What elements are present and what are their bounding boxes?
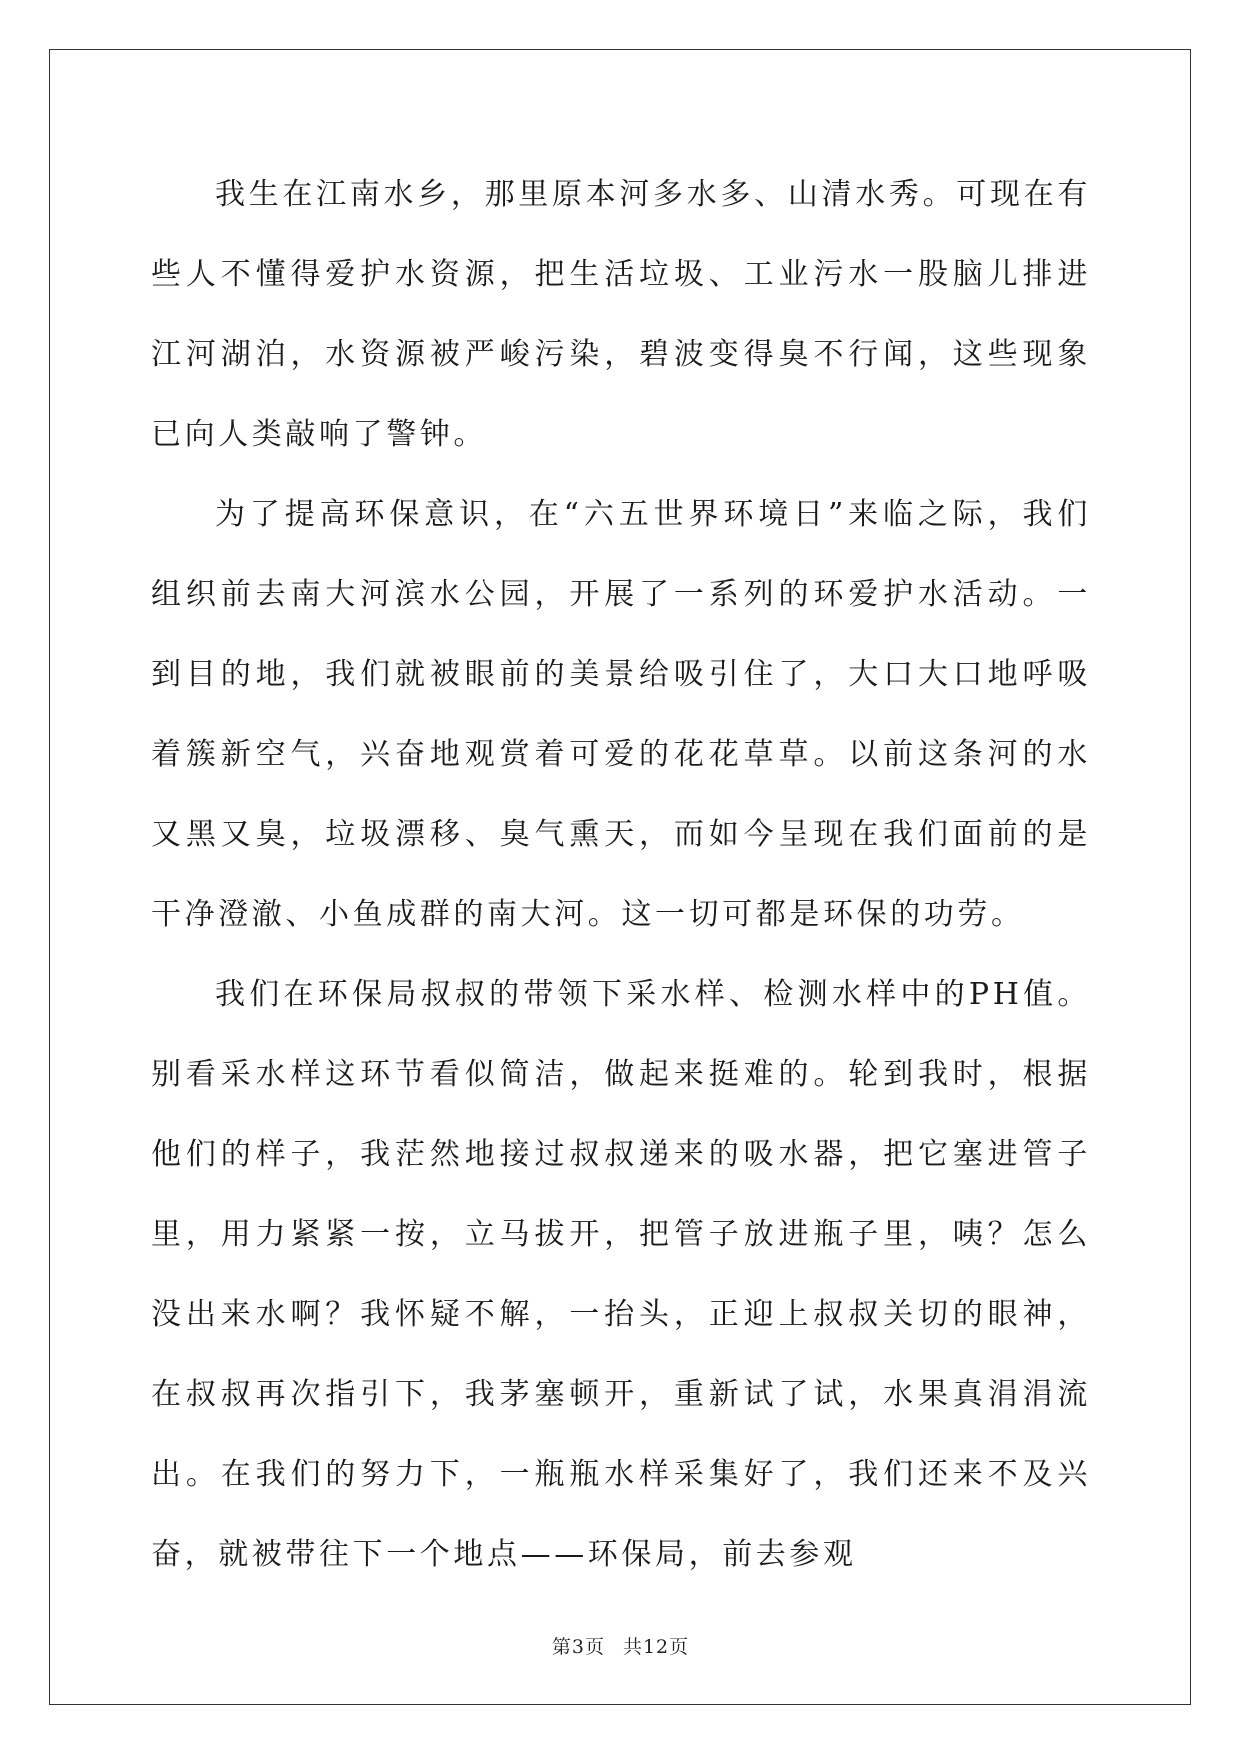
page-number: 第3页 xyxy=(551,1636,605,1658)
paragraph-1: 我生在江南水乡，那里原本河多水多、山清水秀。可现在有些人不懂得爱护水资源，把生活垃圾、工业污水一股脑儿排进江河湖泊，水资源被严峻污染，碧波变得臭不行闻，这些现象已向人类敲响了警钟。 xyxy=(151,177,1091,452)
paragraph-2: 为了提高环保意识，在“六五世界环境日”来临之际，我们组织前去南大河滨水公园，开展了一系列的环爱护水活动。一到目的地，我们就被眼前的美景给吸引住了，大口大口地呼吸着簇新空气，兴奋地观赏着可爱的花花草草。以前这条河的水又黑又臭，垃圾漂移、臭气熏天，而如今呈现在我们面前的是干净澄澈、小鱼成群的南大河。这一切可都是环保的功劳。 xyxy=(151,497,1091,932)
document-body xyxy=(151,155,1091,1595)
page-total: 共12页 xyxy=(622,1636,690,1658)
paragraph-3: 我们在环保局叔叔的带领下采水样、检测水样中的PH值。别看采水样这环节看似简洁，做起来挺难的。轮到我时，根据他们的样子，我茫然地接过叔叔递来的吸水器，把它塞进管子里，用力紧紧一按，立马拔开，把管子放进瓶子里，咦？怎么没出来水啊？我怀疑不解，一抬头，正迎上叔叔关切的眼神，在叔叔再次指引下，我茅塞顿开，重新试了试，水果真涓涓流出。在我们的努力下，一瓶瓶水样采集好了，我们还来不及兴奋，就被带往下一个地点——环保局，前去参观 xyxy=(151,977,1091,1572)
page-footer xyxy=(0,1632,1241,1659)
